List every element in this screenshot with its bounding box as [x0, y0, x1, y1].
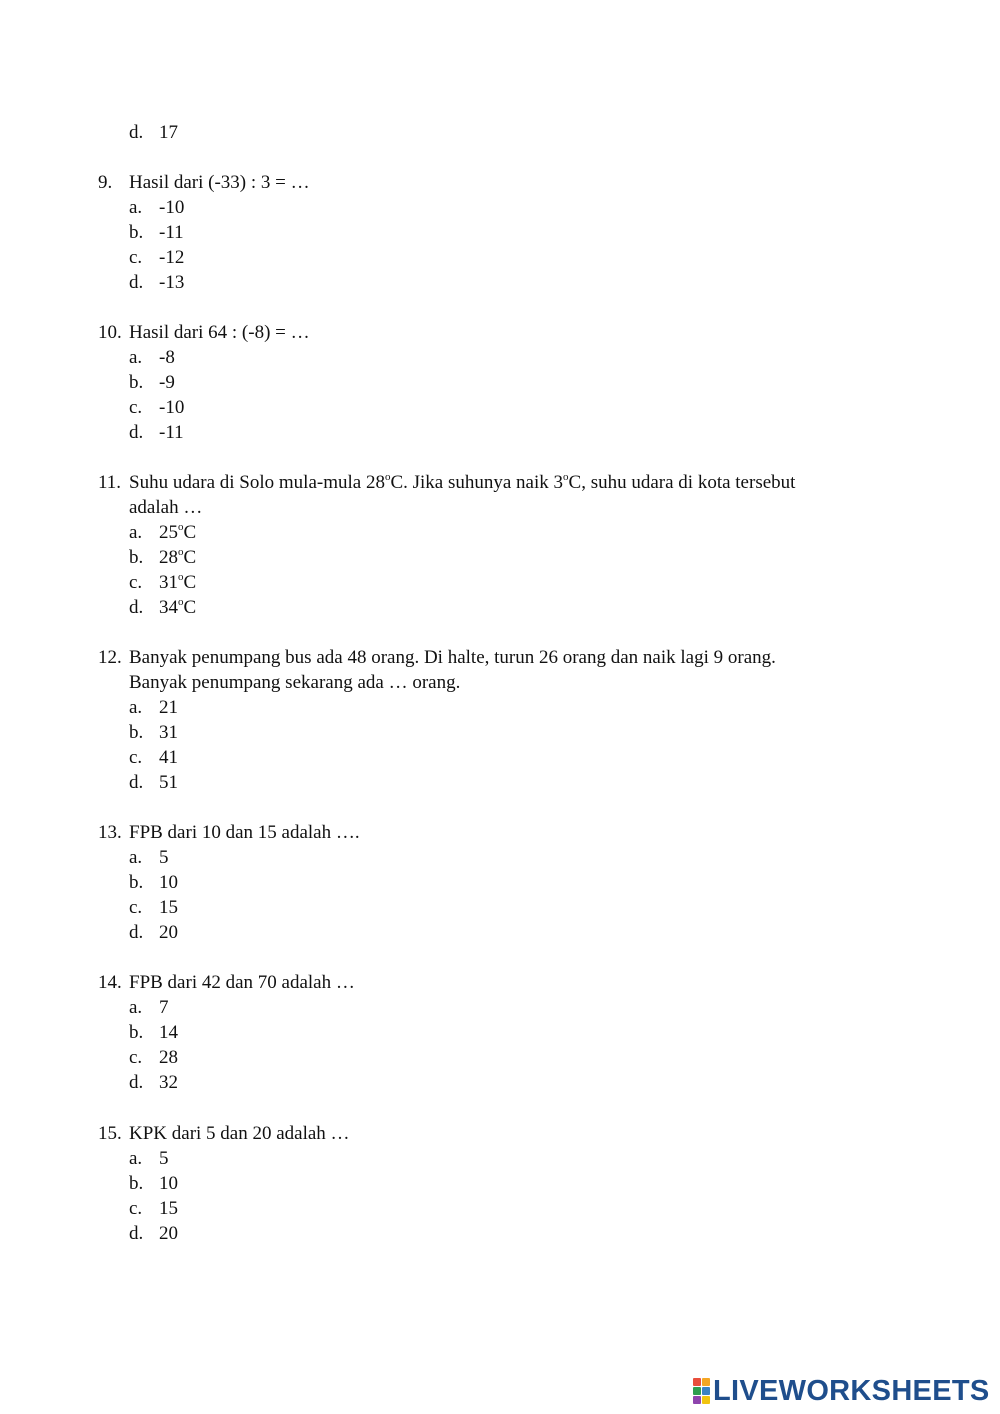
option-value: 7 [159, 997, 169, 1018]
option-value: 25$^o$C [159, 521, 197, 543]
option-value: -9 [159, 372, 175, 393]
option-letter: d. [129, 122, 144, 143]
option-letter: b. [129, 872, 144, 893]
option-letter: b. [129, 722, 144, 743]
option-value: 31 [159, 722, 178, 743]
option-letter: d. [129, 272, 144, 293]
option-letter: a. [129, 697, 143, 718]
option-value: -10 [159, 197, 185, 218]
option-value: 28 [159, 1047, 178, 1068]
option-letter: b. [129, 1022, 144, 1043]
option-value: 17 [159, 122, 178, 143]
option-value: 14 [159, 1022, 178, 1043]
question-number: 15. [98, 1123, 122, 1144]
question-text: FPB dari 42 dan 70 adalah … [129, 972, 355, 993]
option-letter: c. [129, 1047, 143, 1068]
option-letter: d. [129, 772, 144, 793]
option-letter: d. [129, 422, 144, 443]
question-number: 10. [98, 322, 122, 343]
option-value: -11 [159, 422, 184, 443]
degree-mark: o [563, 471, 569, 483]
option-letter: a. [129, 197, 143, 218]
option-letter: d. [129, 922, 144, 943]
question-number: 13. [98, 822, 122, 843]
option-value: 20 [159, 922, 178, 943]
question-text: Suhu udara di Solo mula-mula 28$^o$C. Jika suhunya naik 3$^o$C, suhu udara di kota tersebut [129, 471, 796, 493]
option-letter: b. [129, 547, 144, 568]
option-value: 15 [159, 897, 178, 918]
option-value: -13 [159, 272, 185, 293]
question-text: KPK dari 5 dan 20 adalah … [129, 1123, 350, 1144]
question-text: Hasil dari (-33) : 3 = … [129, 172, 310, 193]
option-value: 41 [159, 747, 178, 768]
option-letter: a. [129, 347, 143, 368]
question-number: 14. [98, 972, 122, 993]
option-letter: b. [129, 372, 144, 393]
option-letter: b. [129, 1173, 144, 1194]
option-value: 32 [159, 1072, 178, 1093]
option-value: 34$^o$C [159, 596, 197, 618]
question-text: Banyak penumpang sekarang ada … orang. [129, 672, 461, 693]
option-value: 5 [159, 847, 169, 868]
option-value: -12 [159, 247, 185, 268]
option-value: -11 [159, 222, 184, 243]
option-value: -8 [159, 347, 175, 368]
option-letter: a. [129, 847, 143, 868]
question-number: 12. [98, 647, 122, 668]
degree-mark: o [178, 546, 184, 558]
question-text: Banyak penumpang bus ada 48 orang. Di halte, turun 26 orang dan naik lagi 9 orang. [129, 647, 776, 668]
question-text: Hasil dari 64 : (-8) = … [129, 322, 310, 343]
option-value: 10 [159, 872, 178, 893]
option-letter: a. [129, 1148, 143, 1169]
question-number: 9. [98, 172, 113, 193]
degree-mark: o [178, 571, 184, 583]
option-letter: a. [129, 522, 143, 543]
option-value: 15 [159, 1198, 178, 1219]
option-letter: a. [129, 997, 143, 1018]
option-letter: c. [129, 247, 143, 268]
logo-text: LIVEWORKSHEETS [713, 1374, 990, 1407]
option-value: 28$^o$C [159, 546, 197, 568]
option-letter: c. [129, 397, 143, 418]
option-letter: c. [129, 572, 143, 593]
option-value: 5 [159, 1148, 169, 1169]
option-letter: b. [129, 222, 144, 243]
option-letter: d. [129, 1072, 144, 1093]
option-value: 31$^o$C [159, 571, 197, 593]
degree-mark: o [178, 596, 184, 608]
degree-mark: o [178, 521, 184, 533]
option-letter: c. [129, 897, 143, 918]
degree-mark: o [384, 471, 391, 483]
option-letter: d. [129, 597, 144, 618]
option-value: 10 [159, 1173, 178, 1194]
option-value: 20 [159, 1223, 178, 1244]
option-value: 51 [159, 772, 178, 793]
option-letter: c. [129, 1198, 143, 1219]
question-number: 11. [98, 472, 122, 493]
option-value: -10 [159, 397, 185, 418]
question-text: adalah … [129, 497, 203, 518]
option-letter: c. [129, 747, 143, 768]
liveworksheets-logo [693, 1376, 990, 1406]
question-text: FPB dari 10 dan 15 adalah …. [129, 822, 360, 843]
option-letter: d. [129, 1223, 144, 1244]
option-value: 21 [159, 697, 178, 718]
logo-mark-icon [693, 1378, 710, 1404]
